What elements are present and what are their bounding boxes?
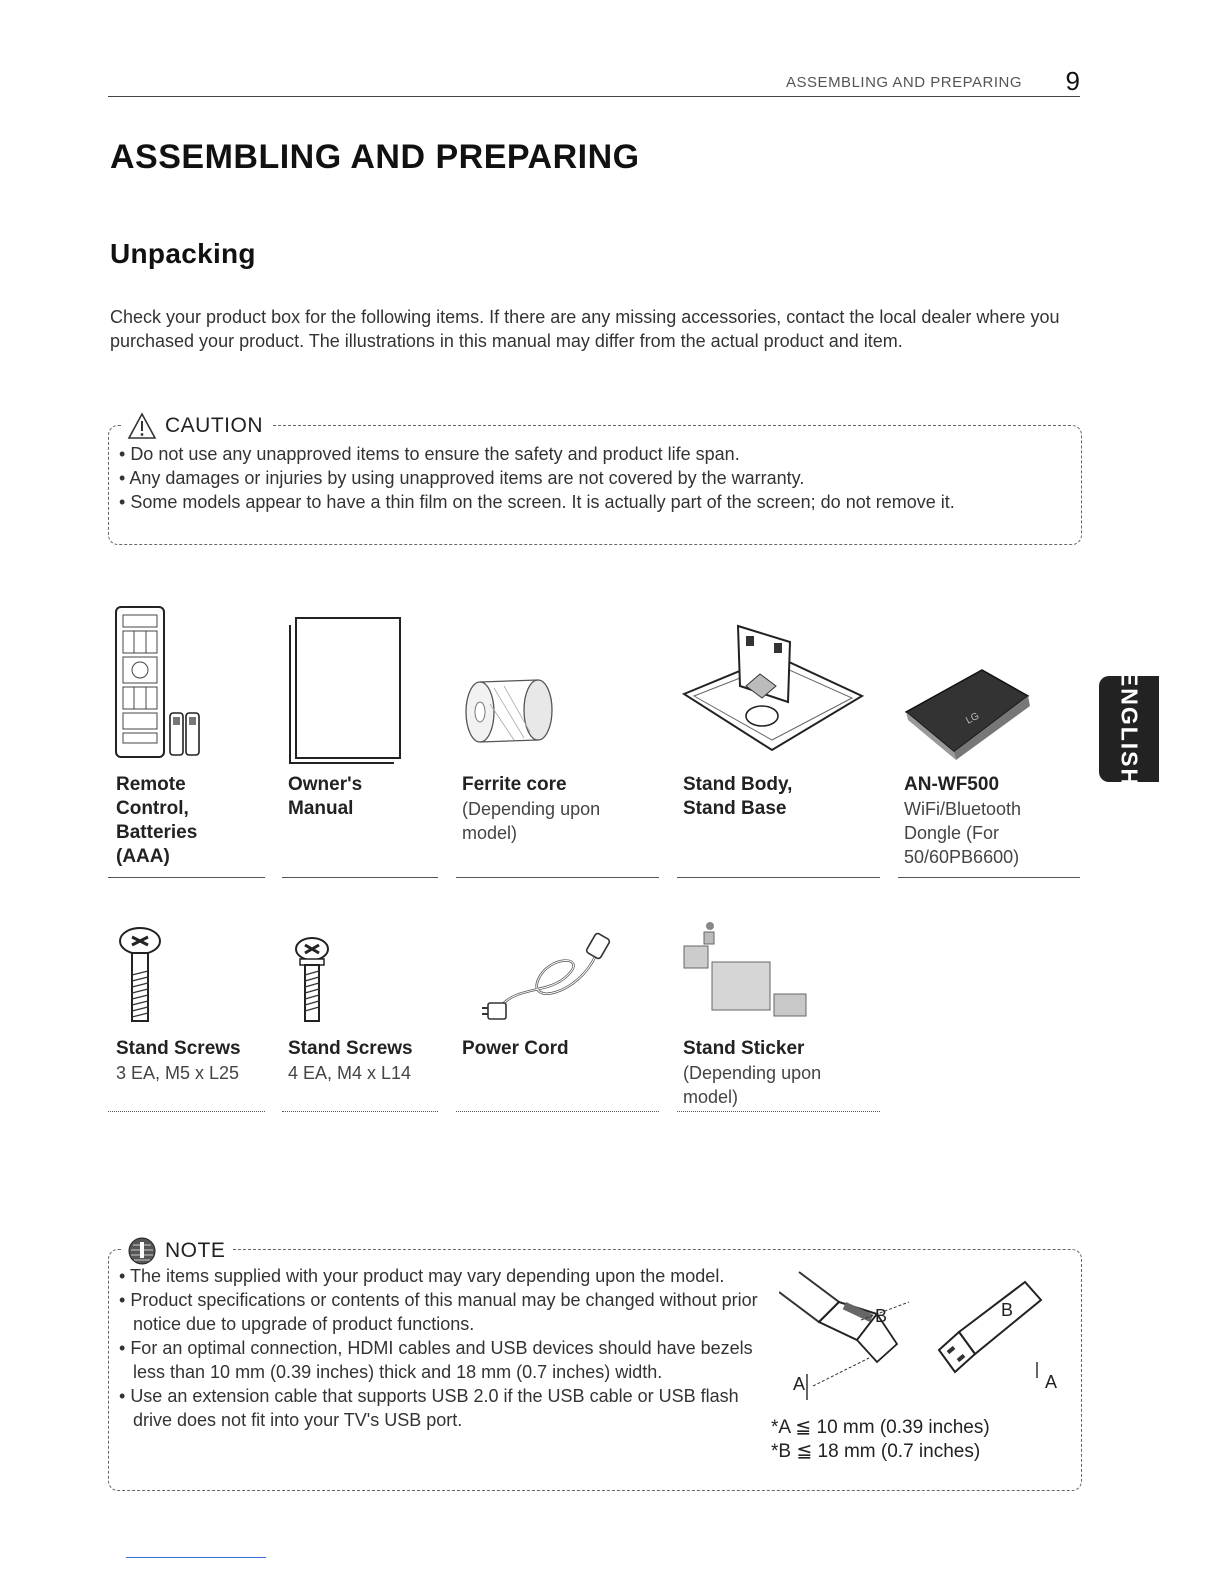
ferrite-core-illustration <box>460 668 560 754</box>
stand-sticker-illustration <box>680 920 810 1020</box>
diagram-label-a: A <box>793 1374 806 1394</box>
item-sub: 3 EA, M5 x L25 <box>116 1063 240 1083</box>
running-title: ASSEMBLING AND PREPARING <box>786 74 1022 91</box>
caution-label: CAUTION <box>165 414 263 437</box>
item-ferrite-core <box>462 773 652 845</box>
diagram-label-b: B <box>875 1306 888 1326</box>
note-item: • For an optimal connection, HDMI cables and USB devices should have bezels less than 10 mm (0.39 inches) thick and 18 mm (0.7 inches) width. <box>119 1336 763 1384</box>
page-number: 9 <box>1065 66 1080 96</box>
item-name: Ferrite core <box>462 774 567 795</box>
item-name: Remote Control, Batteries (AAA) <box>116 774 198 867</box>
note-header <box>121 1236 233 1266</box>
divider <box>282 1111 438 1112</box>
divider <box>677 877 880 878</box>
note-item: • Product specifications or contents of this manual may be changed without prior notice due to upgrade of product functions. <box>119 1288 763 1336</box>
caution-list <box>119 442 1033 514</box>
diagram-label-b-usb: B <box>1001 1300 1014 1320</box>
note-list <box>119 1264 769 1432</box>
m4-screw-illustration <box>290 935 334 1025</box>
item-name: Power Cord <box>462 1038 569 1059</box>
diagram-label-a-usb: A <box>1045 1372 1058 1392</box>
item-sub: 4 EA, M4 x L14 <box>288 1063 412 1083</box>
language-tab <box>1099 670 1159 788</box>
item-name: Stand Sticker <box>683 1038 805 1059</box>
divider <box>898 877 1080 878</box>
section-title: ASSEMBLING AND PREPARING <box>110 138 640 176</box>
item-name: Stand Screws <box>116 1038 241 1059</box>
divider <box>456 877 659 878</box>
size-limit-a: *A ≦ 10 mm (0.39 inches) <box>771 1417 990 1438</box>
divider <box>108 1111 265 1112</box>
item-owners-manual <box>288 773 438 821</box>
dongle-logo: LG <box>964 710 982 727</box>
m5-screw-illustration <box>116 925 164 1025</box>
item-m5-screws <box>116 1037 266 1085</box>
hdmi-usb-diagram <box>779 1262 1079 1412</box>
note-item: • The items supplied with your product may vary depending upon the model. <box>119 1264 769 1288</box>
owners-manual-illustration <box>286 615 404 765</box>
caution-item: • Some models appear to have a thin film on the screen. It is actually part of the screen; do not remove it. <box>119 490 1033 514</box>
item-stand-body <box>683 773 873 821</box>
language-tab-label: ENGLISH <box>1116 670 1143 788</box>
item-name: Stand Screws <box>288 1038 413 1059</box>
remote-control-illustration <box>112 605 204 760</box>
divider <box>456 1111 659 1112</box>
stand-illustration <box>676 616 876 766</box>
item-remote-control <box>116 773 266 869</box>
item-name: AN-WF500 <box>904 774 1000 795</box>
item-sub: (Depending upon model) <box>683 1063 822 1107</box>
item-sub: (Depending upon model) <box>462 799 601 843</box>
divider <box>677 1111 880 1112</box>
note-item: • Use an extension cable that supports USB 2.0 if the USB cable or USB flash drive does not fit into your TV's USB port. <box>119 1384 763 1432</box>
note-icon <box>127 1236 157 1266</box>
item-sub: WiFi/Bluetooth Dongle (For 50/60PB6600) <box>904 799 1022 867</box>
divider <box>108 877 265 878</box>
caution-item: • Do not use any unapproved items to ensure the safety and product life span. <box>119 442 1033 466</box>
warning-triangle-icon <box>127 412 157 440</box>
note-label: NOTE <box>165 1239 226 1262</box>
item-name: Owner's Manual <box>288 774 363 819</box>
note-box <box>108 1239 1082 1491</box>
caution-box <box>108 414 1082 545</box>
item-stand-sticker <box>683 1037 873 1109</box>
divider <box>282 877 438 878</box>
item-power-cord <box>462 1037 652 1061</box>
wifi-dongle-illustration <box>898 656 1038 766</box>
size-limit-b: *B ≦ 18 mm (0.7 inches) <box>771 1441 981 1462</box>
intro-paragraph: Check your product box for the following items. If there are any missing accessories, contact the local dealer where you purchased your product. The illustrations in this manual may differ from the actual product and item. <box>110 307 1060 351</box>
subsection-title: Unpacking <box>110 238 256 269</box>
item-name: Stand Body, Stand Base <box>683 774 793 819</box>
running-header <box>108 66 1080 97</box>
caution-item: • Any damages or injuries by using unapproved items are not covered by the warranty. <box>119 466 1033 490</box>
power-cord-illustration <box>478 925 618 1025</box>
footer-link-line <box>126 1557 266 1558</box>
caution-header <box>121 412 271 440</box>
item-m4-screws <box>288 1037 438 1085</box>
item-wifi-dongle <box>904 773 1080 869</box>
